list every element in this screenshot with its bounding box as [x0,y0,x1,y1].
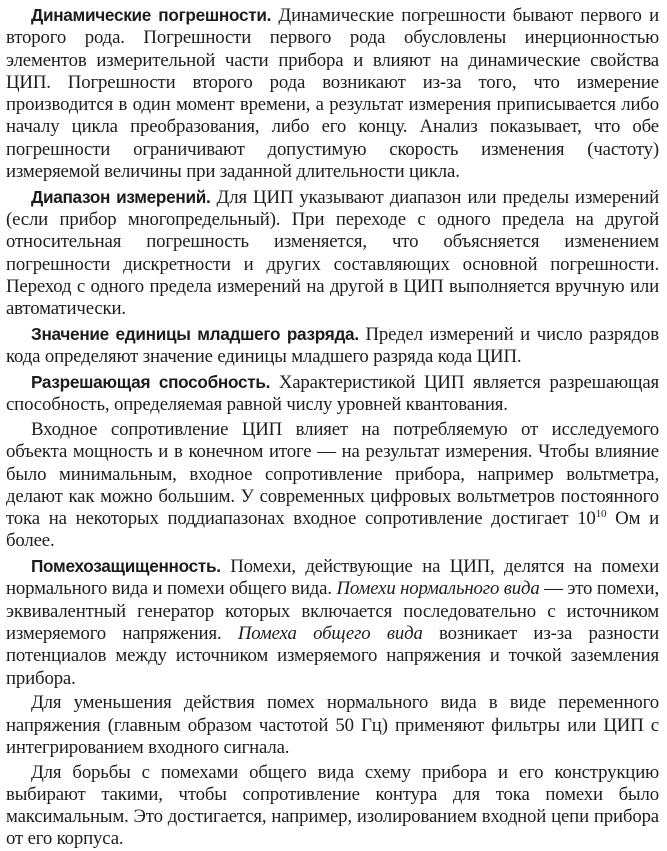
exponent-superscript: 10 [595,508,607,521]
paragraph-noise-immunity [6,555,659,690]
paragraph-normal-mode-reduction-text: Для уменьшения действия помех нормального вида в виде переменного напряжения (главным образом частотой 50 Гц) применяют фильтры или ЦИП с интегрированием входного сигнала. [6,692,659,758]
paragraph-common-mode-reduction-text: Для борьбы с помехами общего вида схему прибора и его конструкцию выбирают такими, чтобы сопротивление контура для тока помехи было максимальным. Это достигается, например, изолированием входной цепи прибора от его корпуса. [6,761,659,850]
paragraph-measurement-range-text: Для ЦИП указывают диапазон или пределы измерений (если прибор многопредельный). При переходе с одного предела на другой относительная погрешность изменяется, что объясняется изменением погрешности дискретности и других составляющих основной погрешности. Переход с одного предела измерений на другой в ЦИП выполняется вручную или автоматически. [6,186,659,320]
term-lsb-value: Значение единицы младшего разряда. [31,323,359,344]
paragraph-lsb-value-text: Предел измерений и число разрядов кода определяют значение единицы младшего разряда кода ЦИП. [6,323,659,368]
paragraph-lsb-value [6,323,659,369]
paragraph-measurement-range [6,186,659,321]
term-noise-immunity: Помехозащищенность. [31,556,221,577]
paragraph-input-resistance [6,419,659,553]
noise-immunity-text-1: Помехи, действующие на ЦИП, делятся на помехи нормального вида и помехи общего вида. [6,556,659,600]
paragraph-resolution-text: Характеристикой ЦИП является разрешающая способность, определяемая равной числу уровней квантования. [6,371,660,416]
term-measurement-range: Диапазон измерений. [31,186,211,207]
term-normal-mode-noise: Помехи нормального вида [336,578,540,600]
term-common-mode-noise: Помеха общего вида [237,622,423,644]
paragraph-input-resistance-text: Входное сопротивление ЦИП влияет на потребляемую от исследуемого объекта мощность и в конечном итоге — на результат измерения. Чтобы влияние было минимальным, входное сопротивление прибора, например вольтметра, делают как можно большим. У современных цифровых вольтметров постоянного тока на некоторых поддиапазонах входное сопротивление достигает 10 [6,418,659,530]
noise-immunity-text-2: — это помехи, эквивалентный генератор которых включается последовательно с источником измеряемого напряжения. [6,578,659,644]
paragraph-normal-mode-reduction [6,692,659,759]
term-dynamic-errors: Динамические погрешности. [31,5,272,25]
paragraph-resolution [6,371,659,417]
paragraph-dynamic-errors-text: Динамические погрешности бывают первого и второго рода. Погрешности первого рода обусловлены инерционностью элементов измерительной части прибора и влияют на динамические свойства ЦИП. Погрешности второго рода возникают из-за того, что измерение производится в один момент времени, а результат измерения приписывается либо началу цикла преобразования, либо его концу. Анализ показывает, что обе погрешности ограничивают допустимую скорость изменения (частоту) измеряемой величины при заданной длительности цикла. [6,5,659,183]
noise-immunity-text-3: возникает из-за разности потенциалов между источником измеряемого напряжения и точкой заземления прибора. [6,622,659,689]
paragraph-input-resistance-tail: Ом и более. [6,508,660,552]
term-resolution: Разрешающая способность. [31,371,271,392]
paragraph-common-mode-reduction [6,762,659,851]
paragraph-dynamic-errors [6,4,659,183]
